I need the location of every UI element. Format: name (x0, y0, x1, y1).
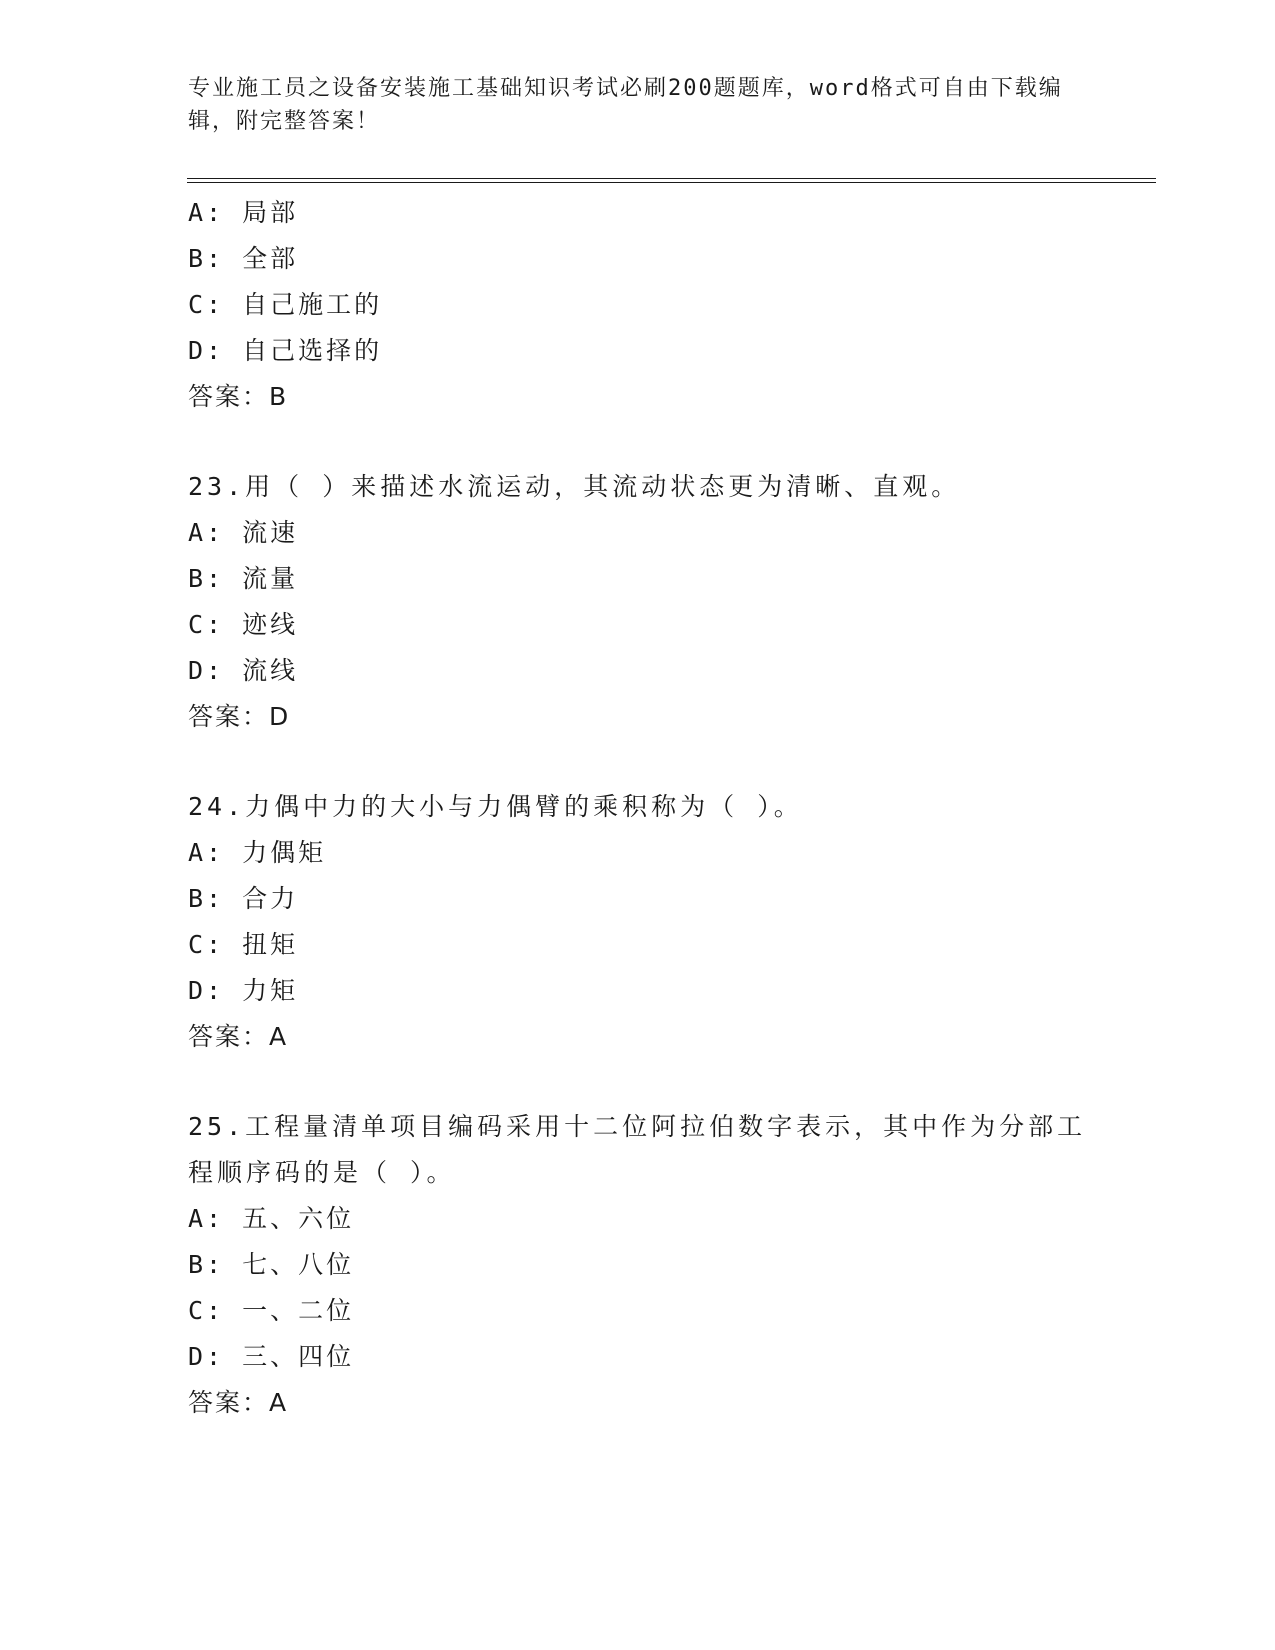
question-22-tail (188, 190, 1088, 420)
option-a: A: 局部 (188, 198, 299, 227)
option-a: A: 流速 (188, 518, 299, 547)
question-23 (188, 464, 1088, 740)
answer: 答案：A (188, 1388, 289, 1417)
question-text: 23.用（ ）来描述水流运动，其流动状态更为清晰、直观。 (188, 472, 961, 501)
option-c: C: 自己施工的 (188, 290, 383, 319)
option-c: C: 一、二位 (188, 1296, 355, 1325)
option-a: A: 五、六位 (188, 1204, 355, 1233)
question-24 (188, 784, 1088, 1060)
question-text: 24.力偶中力的大小与力偶臂的乘积称为（ ）。 (188, 792, 803, 821)
option-c: C: 迹线 (188, 610, 299, 639)
header-divider-bottom (187, 182, 1156, 183)
option-d: D: 流线 (188, 656, 299, 685)
option-d: D: 自己选择的 (188, 336, 383, 365)
answer: 答案：D (188, 702, 291, 731)
answer: 答案：A (188, 1022, 289, 1051)
option-b: B: 合力 (188, 884, 299, 913)
header-divider-top (187, 178, 1156, 179)
answer: 答案：B (188, 382, 289, 411)
question-25 (188, 1104, 1088, 1426)
question-list (188, 190, 1088, 1470)
option-a: A: 力偶矩 (188, 838, 327, 867)
option-b: B: 流量 (188, 564, 299, 593)
option-d: D: 力矩 (188, 976, 299, 1005)
option-c: C: 扭矩 (188, 930, 299, 959)
option-b: B: 七、八位 (188, 1250, 355, 1279)
question-text: 25.工程量清单项目编码采用十二位阿拉伯数字表示，其中作为分部工程顺序码的是（ ）。 (188, 1112, 1087, 1187)
option-b: B: 全部 (188, 244, 299, 273)
document-header: 专业施工员之设备安装施工基础知识考试必刷200题题库，word格式可自由下载编辑，附完整答案！ (188, 76, 1063, 134)
option-d: D: 三、四位 (188, 1342, 355, 1371)
